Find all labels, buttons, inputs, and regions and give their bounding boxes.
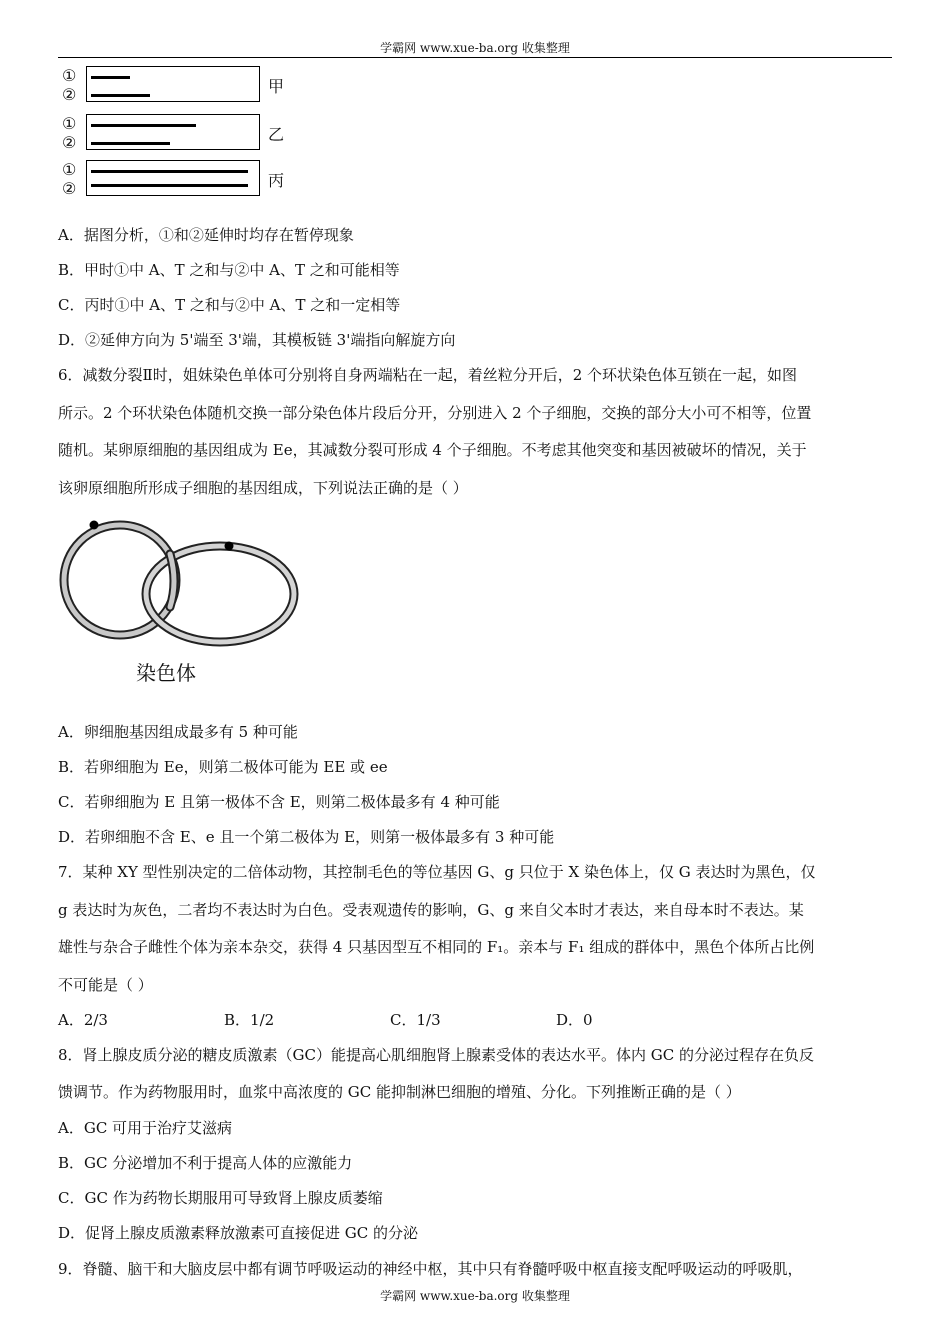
q6-option-b: B．若卵细胞为 Ee，则第二极体可能为 EE 或 ee [58, 758, 388, 776]
q6-stem-line: 所示。2 个环状染色体随机交换一部分染色体片段后分开，分别进入 2 个子细胞，交换的部分大小可不相等，位置 [58, 404, 812, 422]
q6-stem-line: 随机。某卵原细胞的基因组成为 Ee，其减数分裂可形成 4 个子细胞。不考虑其他突变和基因被破坏的情况，关于 [58, 441, 807, 459]
strand-1-marker: ① [62, 66, 77, 85]
q5-option-d: D．②延伸方向为 5'端至 3'端，其模板链 3'端指向解旋方向 [58, 331, 456, 349]
strand-2-bar [91, 94, 150, 97]
q9-stem-line: 9．脊髓、脑干和大脑皮层中都有调节呼吸运动的神经中枢，其中只有脊髓呼吸中枢直接支配呼吸运动的呼吸肌， [58, 1260, 803, 1278]
q7-options-row [58, 1009, 593, 1031]
q6-option-c: C．若卵细胞为 E 且第一极体不含 E，则第二极体最多有 4 种可能 [58, 793, 500, 811]
q8-option-c: C．GC 作为药物长期服用可导致肾上腺皮质萎缩 [58, 1189, 383, 1207]
strand-1-bar [91, 76, 130, 79]
q6-option-a: A．卵细胞基因组成最多有 5 种可能 [58, 723, 298, 741]
q8-stem-line: 馈调节。作为药物服用时，血浆中高浓度的 GC 能抑制淋巴细胞的增殖、分化。下列推断正确的是（ ） [58, 1083, 741, 1101]
q7-option-c: C．1/3 [390, 1011, 441, 1029]
strand-1-marker: ① [62, 160, 77, 179]
strand-2-bar [91, 142, 170, 145]
q5-option-a: A．据图分析，①和②延伸时均存在暂停现象 [58, 226, 354, 244]
q8-stem-line: 8．肾上腺皮质分泌的糖皮质激素（GC）能提高心肌细胞肾上腺素受体的表达水平。体内 GC 的分泌过程存在负反 [58, 1046, 815, 1064]
q8-option-b: B．GC 分泌增加不利于提高人体的应激能力 [58, 1154, 353, 1172]
strand-1-marker: ① [62, 114, 77, 133]
q7-stem-line: 雄性与杂合子雌性个体为亲本杂交，获得 4 只基因型互不相同的 F₁。亲本与 F₁ 组成的群体中，黑色个体所占比例 [58, 938, 815, 956]
row-label: 乙 [268, 125, 285, 144]
strand-1-bar [91, 124, 196, 127]
strand-box [86, 160, 260, 196]
row-label: 丙 [268, 171, 285, 190]
row-label: 甲 [268, 77, 285, 96]
page-header: 学霸网 www.xue-ba.org 收集整理 [380, 41, 570, 55]
q5-option-c: C．丙时①中 A、T 之和与②中 A、T 之和一定相等 [58, 296, 401, 314]
centromere-dot-right [225, 542, 234, 551]
q6-stem-line: 该卵原细胞所形成子细胞的基因组成，下列说法正确的是（ ） [58, 479, 468, 497]
strand-box [86, 66, 260, 102]
q8-option-d: D．促肾上腺皮质激素释放激素可直接促进 GC 的分泌 [58, 1224, 419, 1242]
centromere-dot-left [90, 521, 99, 530]
q7-stem-line: 7．某种 XY 型性别决定的二倍体动物，其控制毛色的等位基因 G、g 只位于 X 染色体上，仅 G 表达时为黑色，仅 [58, 863, 816, 881]
strand-box [86, 114, 260, 150]
q7-option-a: A．2/3 [58, 1011, 108, 1029]
strand-2-bar [91, 184, 248, 187]
q7-option-b: B．1/2 [224, 1011, 275, 1029]
strand-2-marker: ② [62, 85, 77, 104]
figure-caption: 染色体 [136, 661, 196, 685]
q5-option-b: B．甲时①中 A、T 之和与②中 A、T 之和可能相等 [58, 261, 400, 279]
q8-option-a: A．GC 可用于治疗艾滋病 [58, 1119, 233, 1137]
q7-stem-line: g 表达时为灰色，二者均不表达时为白色。受表观遗传的影响，G、g 来自父本时才表达，来自母本时不表达。某 [58, 901, 804, 919]
q7-option-d: D．0 [556, 1011, 593, 1029]
header-rule [58, 57, 892, 58]
strand-2-marker: ② [62, 179, 77, 198]
q6-stem-line: 6．减数分裂Ⅱ时，姐妹染色单体可分别将自身两端粘在一起，着丝粒分开后，2 个环状染色体互锁在一起，如图 [58, 366, 798, 384]
strand-2-marker: ② [62, 133, 77, 152]
page-footer: 学霸网 www.xue-ba.org 收集整理 [380, 1289, 570, 1303]
q6-option-d: D．若卵细胞不含 E、e 且一个第二极体为 E，则第一极体最多有 3 种可能 [58, 828, 555, 846]
strand-1-bar [91, 170, 248, 173]
q7-stem-line: 不可能是（ ） [58, 976, 153, 994]
